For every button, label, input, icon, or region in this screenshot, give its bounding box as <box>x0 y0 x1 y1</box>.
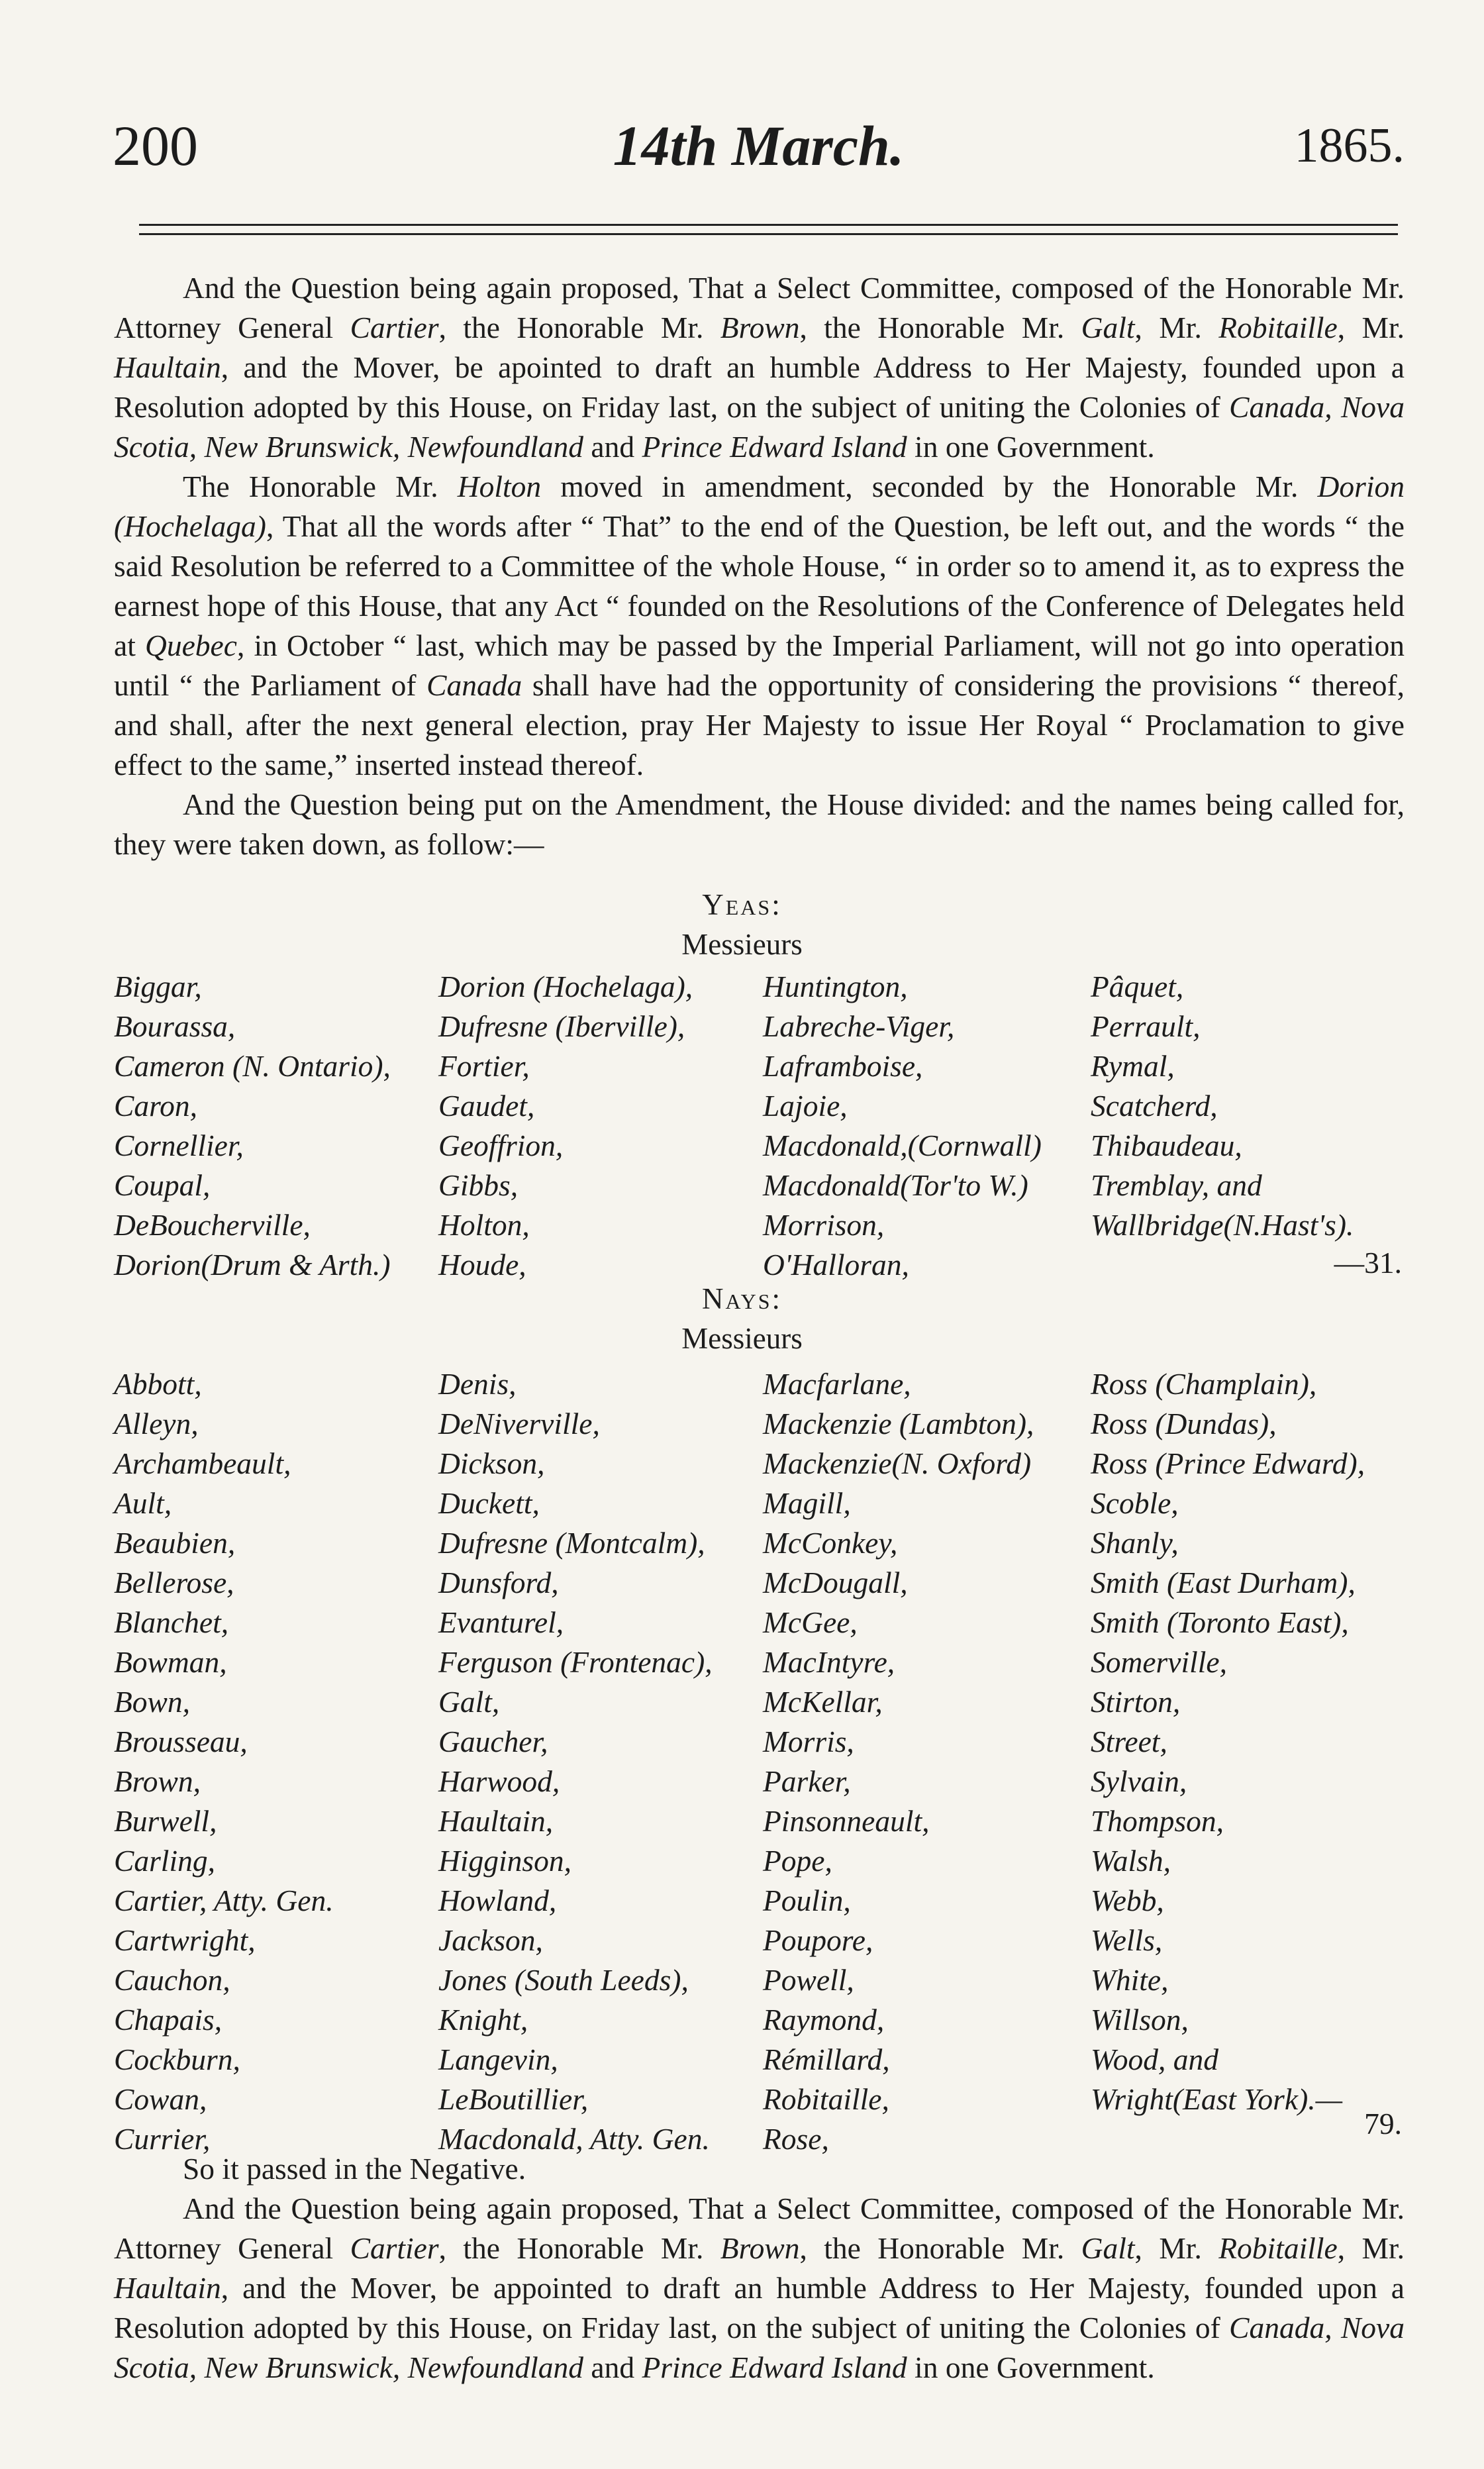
member-name: Mackenzie(N. Oxford) <box>763 1446 1032 1480</box>
member-name: Jones (South Leeds), <box>438 1963 689 1997</box>
member-name: Dickson, <box>438 1446 545 1480</box>
italic-name: Canada, Nova Scotia, New Brunswick, Newfoundland <box>114 2311 1405 2384</box>
member-name: Galt, <box>438 1685 500 1719</box>
paragraph <box>114 2149 1405 2189</box>
member-name: Cowan, <box>114 2082 207 2116</box>
page-number: 200 <box>113 114 198 177</box>
member-name: MacIntyre, <box>763 1645 895 1679</box>
member-name: Robitaille, <box>763 2082 889 2116</box>
member-name: Rémillard, <box>763 2042 890 2076</box>
member-name: Stirton, <box>1091 1685 1181 1719</box>
italic-name: Brown <box>720 2231 800 2265</box>
yeas-total: —31. <box>1334 1246 1402 1280</box>
member-name: Beaubien, <box>114 1526 236 1560</box>
italic-name: Dorion (Hochelaga) <box>114 470 1405 543</box>
text-run: , That all the words after “ That” to the end of the Question, be left out, and the words “ the said Resolution be referred to a Committee of the whole House, “ in order so to amend it, as to express the earnest hope of this House, that any Act “ founded on the Resolutions of the Conference of Delegates held at <box>114 509 1405 662</box>
member-name: Ault, <box>114 1486 172 1520</box>
member-name: Cartwright, <box>114 1923 256 1957</box>
member-name: Sylvain, <box>1091 1764 1187 1798</box>
nays-heading: Nays: <box>701 1282 783 1315</box>
italic-name: Robitaille <box>1218 311 1338 344</box>
member-name: White, <box>1091 1963 1169 1997</box>
member-name: Burwell, <box>114 1804 217 1838</box>
member-name: Perrault, <box>1091 1009 1201 1043</box>
member-name: Poulin, <box>763 1884 851 1917</box>
member-name: Bown, <box>114 1685 191 1719</box>
member-name: McConkey, <box>763 1526 898 1560</box>
member-name: Webb, <box>1091 1884 1164 1917</box>
italic-name: Haultain <box>114 350 221 384</box>
proceedings-text-top <box>114 268 1405 864</box>
italic-name: Canada <box>426 668 522 702</box>
text-run: So it passed in the Negative. <box>183 2152 526 2186</box>
member-name: Rymal, <box>1091 1049 1175 1083</box>
text-run: , the Honorable Mr. <box>438 311 720 344</box>
member-name: Dunsford, <box>438 1566 559 1599</box>
member-name: Geoffrion, <box>438 1129 564 1162</box>
member-name: Ferguson (Frontenac), <box>438 1645 713 1679</box>
member-name: Jackson, <box>438 1923 543 1957</box>
text-run: , the Honorable Mr. <box>799 311 1081 344</box>
italic-name: Cartier <box>350 311 439 344</box>
member-name: Currier, <box>114 2122 211 2156</box>
text-run: , the Honorable Mr. <box>799 2231 1081 2265</box>
member-name: Bourassa, <box>114 1009 236 1043</box>
paragraph <box>114 2189 1405 2388</box>
member-name: Dufresne (Montcalm), <box>438 1526 705 1560</box>
yeas-list <box>114 967 1405 1285</box>
member-name: Dufresne (Iberville), <box>438 1009 685 1043</box>
text-run: , and the Mover, be apointed to draft an humble Address to Her Majesty, founded upon a Resolution adopted by this House, on Friday last, on the subject of uniting the Colonies of <box>114 350 1405 424</box>
member-name: Caron, <box>114 1089 197 1123</box>
member-name: LeBoutillier, <box>438 2082 589 2116</box>
italic-name: Prince Edward Island <box>642 2350 907 2384</box>
member-name: Blanchet, <box>114 1605 229 1639</box>
member-name: Morris, <box>763 1725 854 1758</box>
member-name: Ross (Champlain), <box>1091 1367 1317 1401</box>
member-name: Howland, <box>438 1884 557 1917</box>
header-rule <box>139 224 1398 226</box>
nays-total: 79. <box>1364 2107 1402 2141</box>
member-name: McKellar, <box>763 1685 883 1719</box>
member-name: Biggar, <box>114 970 202 1003</box>
italic-name: Quebec <box>144 629 237 662</box>
italic-name: Robitaille <box>1218 2231 1338 2265</box>
member-name: Gibbs, <box>438 1168 519 1202</box>
text-run: and <box>583 2350 642 2384</box>
italic-name: Brown <box>720 311 800 344</box>
member-name: Macdonald, Atty. Gen. <box>438 2122 710 2156</box>
member-name: Powell, <box>763 1963 854 1997</box>
member-name: Cameron (N. Ontario), <box>114 1049 391 1083</box>
italic-name: Galt <box>1081 311 1135 344</box>
member-name: Cornellier, <box>114 1129 244 1162</box>
page-header <box>113 113 1405 185</box>
member-name: Macdonald(Tor'to W.) <box>763 1168 1028 1202</box>
member-name: Thompson, <box>1091 1804 1224 1838</box>
member-name: DeBoucherville, <box>114 1208 311 1242</box>
italic-name: Canada, Nova Scotia, New Brunswick, Newfoundland <box>114 390 1405 464</box>
member-name: Ross (Dundas), <box>1091 1407 1277 1440</box>
member-name: Fortier, <box>438 1049 530 1083</box>
member-name: Scatcherd, <box>1091 1089 1218 1123</box>
member-name: Brown, <box>114 1764 201 1798</box>
member-name: Cockburn, <box>114 2042 240 2076</box>
nays-subheading: Messieurs <box>681 1322 803 1355</box>
member-name: Shanly, <box>1091 1526 1179 1560</box>
member-name: Pinsonneault, <box>763 1804 930 1838</box>
member-name: Rose, <box>763 2122 829 2156</box>
member-name: Gaudet, <box>438 1089 535 1123</box>
member-name: Smith (Toronto East), <box>1091 1605 1349 1639</box>
member-name: Poupore, <box>763 1923 873 1957</box>
member-name: Wallbridge(N.Hast's). <box>1091 1208 1354 1242</box>
member-name: Mackenzie (Lambton), <box>763 1407 1034 1440</box>
page-title: 14th March. <box>613 114 905 177</box>
member-name: Bellerose, <box>114 1566 234 1599</box>
italic-name: Cartier <box>350 2231 439 2265</box>
text-run: , Mr. <box>1337 311 1405 344</box>
member-name: Macdonald,(Cornwall) <box>763 1129 1042 1162</box>
italic-name: Galt <box>1081 2231 1135 2265</box>
text-run: , in October “ last, which may be passed by the Imperial Parliament, will not go into operation until “ the Parliament of <box>114 629 1405 702</box>
text-run: shall have had the opportunity of considering the provisions “ thereof, and shall, after the next general election, pray Her Majesty to issue Her Royal “ Proclamation to give effect to the same,” inserted instead thereof. <box>114 668 1405 781</box>
text-run: And the Question being again proposed, That a Select Committee, composed of the Honorable Mr. Attorney General <box>114 271 1405 344</box>
member-name: Wood, and <box>1091 2042 1218 2076</box>
proceedings-text-bottom <box>114 2149 1405 2388</box>
member-name: Parker, <box>763 1764 851 1798</box>
member-name: Ross (Prince Edward), <box>1091 1446 1365 1480</box>
member-name: Duckett, <box>438 1486 540 1520</box>
member-name: Cauchon, <box>114 1963 230 1997</box>
member-name: Magill, <box>763 1486 851 1520</box>
member-name: Thibaudeau, <box>1091 1129 1242 1162</box>
member-name: Evanturel, <box>438 1605 564 1639</box>
member-name: Abbott, <box>114 1367 202 1401</box>
text-run: And the Question being put on the Amendment, the House divided: and the names being called for, they were taken down, as follow:— <box>114 787 1405 861</box>
member-name: McGee, <box>763 1605 858 1639</box>
member-name: Wells, <box>1091 1923 1163 1957</box>
member-name: Willson, <box>1091 2003 1189 2037</box>
member-name: Gaucher, <box>438 1725 548 1758</box>
nays-list <box>114 1364 1405 2159</box>
member-name: Langevin, <box>438 2042 558 2076</box>
member-name: Knight, <box>438 2003 528 2037</box>
italic-name: Holton <box>457 470 542 503</box>
text-run: The Honorable Mr. <box>183 470 458 503</box>
text-run: , Mr. <box>1134 311 1219 344</box>
paragraph <box>114 467 1405 785</box>
member-name: Huntington, <box>763 970 908 1003</box>
text-run: , Mr. <box>1337 2231 1405 2265</box>
member-name: Haultain, <box>438 1804 554 1838</box>
text-run: , and the Mover, be appointed to draft an humble Address to Her Majesty, founded upon a Resolution adopted by this House, on Friday last, on the subject of uniting the Colonies of <box>114 2271 1405 2344</box>
member-name: Brousseau, <box>114 1725 248 1758</box>
member-name: O'Halloran, <box>763 1248 909 1282</box>
member-name: Houde, <box>438 1248 526 1282</box>
member-name: Somerville, <box>1091 1645 1227 1679</box>
member-name: Archambeault, <box>114 1446 291 1480</box>
member-name: Pâquet, <box>1091 970 1184 1003</box>
member-name: Holton, <box>438 1208 530 1242</box>
member-name: Wright(East York).— <box>1091 2082 1343 2116</box>
member-name: Alleyn, <box>114 1407 199 1440</box>
member-name: Cartier, Atty. Gen. <box>114 1884 334 1917</box>
text-run: in one Government. <box>907 430 1155 464</box>
member-name: Laframboise, <box>763 1049 923 1083</box>
member-name: Chapais, <box>114 2003 223 2037</box>
paragraph <box>114 268 1405 467</box>
member-name: Higginson, <box>438 1844 571 1878</box>
member-name: Smith (East Durham), <box>1091 1566 1356 1599</box>
text-run: And the Question being again proposed, That a Select Committee, composed of the Honorable Mr. Attorney General <box>114 2192 1405 2265</box>
member-name: Coupal, <box>114 1168 211 1202</box>
member-name: Dorion (Hochelaga), <box>438 970 693 1003</box>
member-name: Tremblay, and <box>1091 1168 1262 1202</box>
member-name: Macfarlane, <box>763 1367 911 1401</box>
member-name: Denis, <box>438 1367 517 1401</box>
text-run: , Mr. <box>1134 2231 1219 2265</box>
text-run: and <box>583 430 642 464</box>
member-name: Pope, <box>763 1844 832 1878</box>
italic-name: Haultain <box>114 2271 221 2305</box>
member-name: Dorion(Drum & Arth.) <box>114 1248 391 1282</box>
member-name: Labreche-Viger, <box>763 1009 955 1043</box>
text-run: in one Government. <box>907 2350 1155 2384</box>
page-year: 1865. <box>1294 119 1405 173</box>
text-run: moved in amendment, seconded by the Honorable Mr. <box>541 470 1318 503</box>
member-name: McDougall, <box>763 1566 908 1599</box>
italic-name: Prince Edward Island <box>642 430 907 464</box>
member-name: Raymond, <box>763 2003 885 2037</box>
header-rule <box>139 233 1398 235</box>
text-run: , the Honorable Mr. <box>438 2231 720 2265</box>
member-name: Street, <box>1091 1725 1167 1758</box>
member-name: Walsh, <box>1091 1844 1171 1878</box>
paragraph <box>114 785 1405 864</box>
member-name: Carling, <box>114 1844 215 1878</box>
yeas-subheading: Messieurs <box>681 928 803 961</box>
member-name: Scoble, <box>1091 1486 1179 1520</box>
member-name: Bowman, <box>114 1645 227 1679</box>
member-name: Morrison, <box>763 1208 885 1242</box>
member-name: DeNiverville, <box>438 1407 600 1440</box>
yeas-heading: Yeas: <box>702 888 782 921</box>
member-name: Lajoie, <box>763 1089 848 1123</box>
member-name: Harwood, <box>438 1764 560 1798</box>
